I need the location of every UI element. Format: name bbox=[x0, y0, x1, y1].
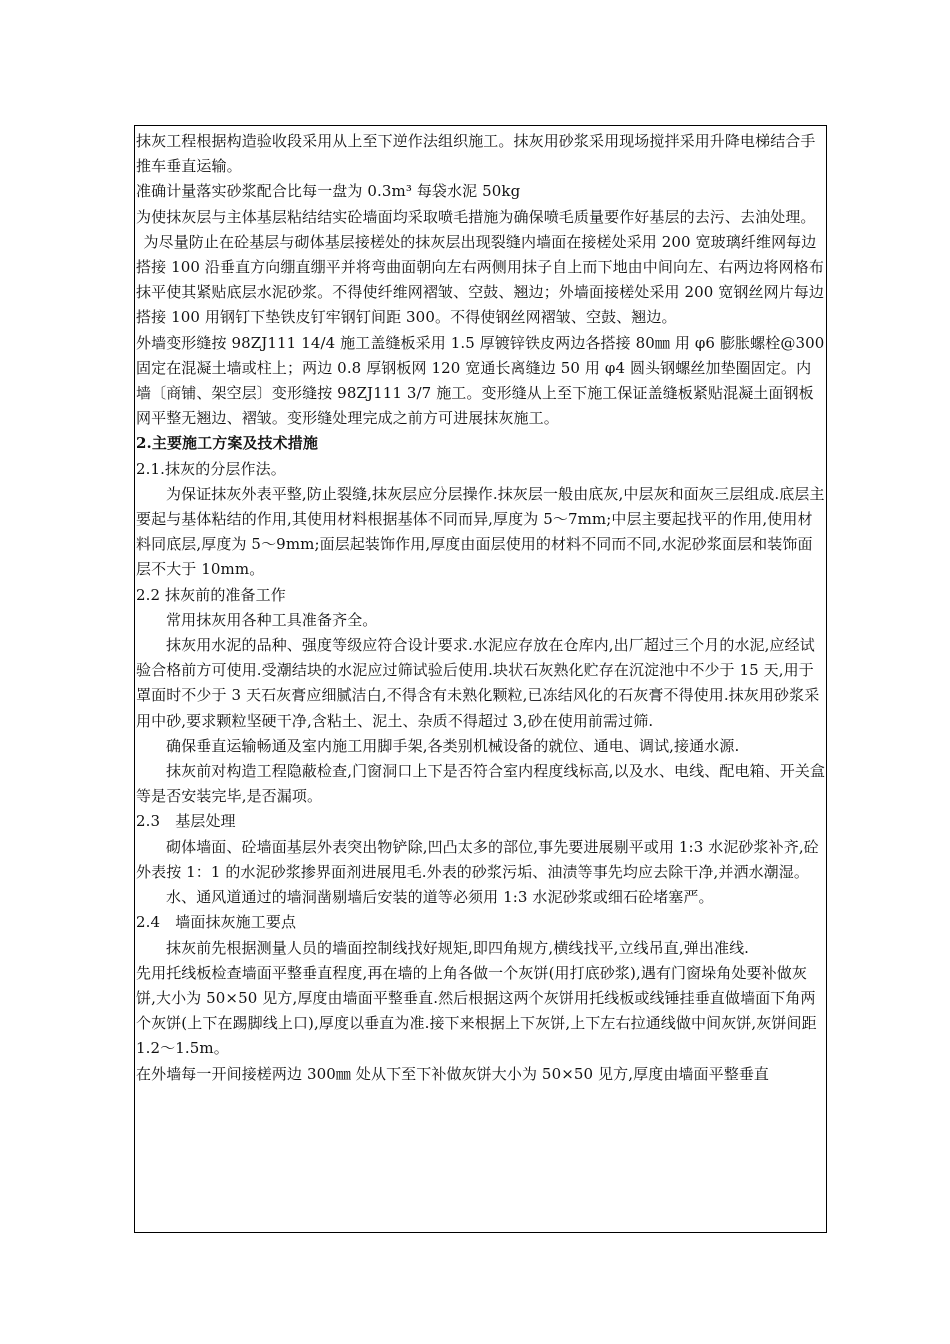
paragraph-2: 准确计量落实砂浆配合比每一盘为 0.3m³ 每袋水泥 50kg bbox=[136, 182, 521, 201]
paragraph-2-1-body: 为保证抹灰外表平整,防止裂缝,抹灰层应分层操作.抹灰层一般由底灰,中层灰和面灰三层组成.底层主要起与基体粘结的作用,其使用材料根据基体不同而异,厚度为 5～7mm;中层主要起找平的作用,使用材料同底层,厚度为 5～9mm;面层起装饰作用,厚度由面层使用的材料不同而不同,水泥砂浆面层和装饰面层不大于 10mm。 bbox=[136, 484, 825, 579]
paragraph-2-4-exterior: 在外墙每一开间接槎两边 300㎜ 处从下至下补做灰饼大小为 50×50 见方,厚度由墙面平整垂直 bbox=[136, 1064, 770, 1083]
paragraph-2-2-transport: 确保垂直运输畅通及室内施工用脚手架,各类别机械设备的就位、通电、调试,接通水源. bbox=[166, 736, 740, 755]
subsection-2-1-title: 2.1.抹灰的分层作法。 bbox=[136, 459, 286, 478]
subsection-2-4-title: 2.4 墙面抹灰施工要点 bbox=[136, 913, 297, 932]
paragraph-3: 为使抹灰层与主体基层粘结结实砼墙面均采取喷毛措施为确保喷毛质量要作好基层的去污、去油处理。 bbox=[136, 207, 816, 226]
paragraph-2-3-base: 砌体墙面、砼墙面基层外表突出物铲除,凹凸太多的部位,事先要进展剔平或用 1:3 水泥砂浆补齐,砼外表按 1：1 的水泥砂浆掺界面剂进展甩毛.外表的砂浆污垢、油渍等事先均应去除干净,并洒水潮湿。 bbox=[136, 837, 819, 881]
paragraph-2-4-rules: 抹灰前先根据测量人员的墙面控制线找好规矩,即四角规方,横线找平,立线吊直,弹出准线. bbox=[166, 938, 750, 957]
subsection-2-3-title: 2.3 基层处理 bbox=[136, 812, 236, 831]
paragraph-2-2-inspection: 抹灰前对构造工程隐蔽检查,门窗洞口上下是否符合室内程度线标高,以及水、电线、配电箱、开关盒等是否安装完毕,是否漏项。 bbox=[136, 762, 826, 806]
paragraph-2-2-cement: 抹灰用水泥的品种、强度等级应符合设计要求.水泥应存放在仓库内,出厂超过三个月的水泥,应经试验合格前方可使用.受潮结块的水泥应过筛试验后使用.块状石灰熟化贮存在沉淀池中不少于 15 天,用于罩面时不少于 3 天石灰膏应细腻洁白,不得含有未熟化颗粒,已冻结风化的石灰膏不得使用.抹灰用砂浆采用中砂,要求颗粒坚硬干净,含粘土、泥土、杂质不得超过 3,砂在使用前需过筛. bbox=[136, 636, 820, 730]
subsection-2-2-title: 2.2 抹灰前的准备工作 bbox=[136, 585, 286, 604]
paragraph-4: 为尽量防止在砼基层与砌体基层接槎处的抹灰层出现裂缝内墙面在接槎处采用 200 宽玻璃纤维网每边搭接 100 沿垂直方向绷直绷平并将弯曲面朝向左右两侧用抹子自上而下地由中间向左、右两边将网格布抹平使其紧贴底层水泥砂浆。不得使纤维网褶皱、空鼓、翘边；外墙面接槎处采用 200 宽钢丝网片每边搭接 100 用钢钉下垫铁皮钉牢钢钉间距 300。不得使钢丝网褶皱、空鼓、翘边。 bbox=[136, 232, 824, 327]
section-heading: 2.主要施工方案及技术措施 bbox=[136, 434, 318, 453]
paragraph-2-4-plaster-cakes: 先用托线板检查墙面平整垂直程度,再在墙的上角各做一个灰饼(用打底砂浆),遇有门窗垛角处要补做灰饼,大小为 50×50 见方,厚度由墙面平整垂直.然后根据这两个灰饼用托线板或线锤挂垂直做墙面下角两个灰饼(上下在踢脚线上口),厚度以垂直为准.接下来根据上下灰饼,上下左右拉通线做中间灰饼,灰饼间距 1.2～1.5m。 bbox=[136, 963, 817, 1058]
paragraph-1: 抹灰工程根据构造验收段采用从上至下逆作法组织施工。抹灰用砂浆采用现场搅拌采用升降电梯结合手推车垂直运输。 bbox=[136, 132, 816, 176]
paragraph-5: 外墙变形缝按 98ZJ111 14/4 施工盖缝板采用 1.5 厚镀锌铁皮两边各搭接 80㎜ 用 φ6 膨胀螺栓@300 固定在混凝土墙或柱上；两边 0.8 厚钢板网 120 宽通长离缝边 50 用 φ4 圆头钢螺丝加垫圈固定。内墙〔商铺、架空层〕变形缝按 98ZJ111 3/7 施工。变形缝从上至下施工保证盖缝板紧贴混凝土面钢板网平整无翘边、褶皱。变形缝处理完成之前方可进展抹灰施工。 bbox=[136, 333, 825, 428]
paragraph-2-3-holes: 水、通风道通过的墙洞凿剔墙后安装的道等必须用 1:3 水泥砂浆或细石砼堵塞严。 bbox=[166, 888, 714, 907]
document-body bbox=[135, 126, 826, 1087]
paragraph-2-2-tools: 常用抹灰用各种工具准备齐全。 bbox=[166, 610, 378, 629]
document-frame bbox=[134, 125, 827, 1233]
